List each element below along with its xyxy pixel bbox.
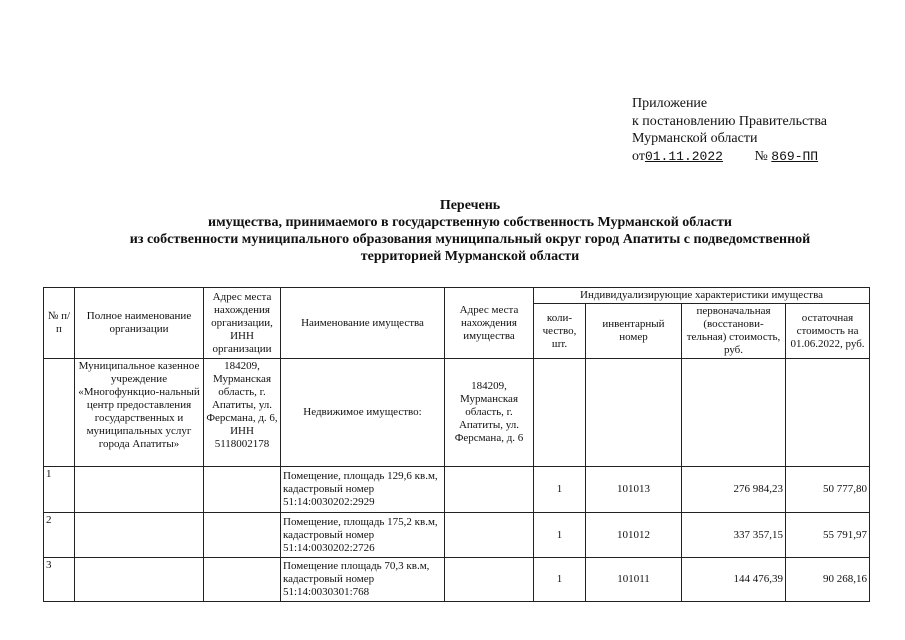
number-label: № [754, 148, 768, 164]
row-inventory: 101012 [586, 513, 682, 558]
appendix-header [632, 95, 827, 165]
header-qty: коли-чество, шт. [534, 304, 586, 359]
property-group-label: Недвижимое имущество: [281, 359, 445, 467]
org-row [44, 359, 870, 467]
row-num: 3 [44, 558, 75, 602]
row-qty: 1 [534, 558, 586, 602]
resolution-number: 869-ПП [771, 148, 819, 164]
appendix-title: Приложение [632, 96, 708, 111]
title-line-4: территорией Мурманской области [360, 249, 580, 264]
title-line-3: из собственности муниципального образования муниципальный округ город Апатиты с подведомственной [129, 232, 811, 247]
row-org-address [204, 558, 281, 602]
org-row-qty [534, 359, 586, 467]
row-org-name [75, 558, 204, 602]
title-line-2: имущества, принимаемого в государственную собственность Мурманской области [208, 215, 732, 230]
row-property-address [445, 467, 534, 513]
org-row-num [44, 359, 75, 467]
appendix-region: Мурманской области [632, 131, 758, 146]
row-residual-cost: 55 791,97 [786, 513, 870, 558]
row-property-name: Помещение, площадь 129,6 кв.м, кадастровый номер 51:14:0030202:2929 [281, 467, 445, 513]
appendix-resolution: к постановлению Правительства [632, 113, 828, 129]
row-org-name [75, 467, 204, 513]
header-property-address: Адрес места нахождения имущества [445, 288, 534, 359]
resolution-date: 01.11.2022 [644, 148, 723, 164]
org-address: 184209, Мурманская область, г. Апатиты, ул. Ферсмана, д. 6, ИНН 5118002178 [204, 359, 281, 467]
appendix-date-line [632, 148, 827, 166]
property-table [43, 287, 870, 602]
document-title [40, 197, 900, 265]
org-row-initial [682, 359, 786, 467]
row-num: 2 [44, 513, 75, 558]
org-row-inventory [586, 359, 682, 467]
row-qty: 1 [534, 467, 586, 513]
row-residual-cost: 50 777,80 [786, 467, 870, 513]
row-org-name [75, 513, 204, 558]
row-initial-cost: 276 984,23 [682, 467, 786, 513]
row-property-address [445, 558, 534, 602]
from-label: от [632, 148, 645, 164]
header-org-address: Адрес места нахождения организации, ИНН организации [204, 288, 281, 359]
row-property-name: Помещение, площадь 175,2 кв.м, кадастровый номер 51:14:0030202:2726 [281, 513, 445, 558]
row-property-name: Помещение площадь 70,3 кв.м, кадастровый номер 51:14:0030301:768 [281, 558, 445, 602]
title-line-1: Перечень [439, 198, 501, 213]
header-property-name: Наименование имущества [281, 288, 445, 359]
header-org-name: Полное наименование организации [75, 288, 204, 359]
property-address: 184209, Мурманская область, г. Апатиты, ул. Ферсмана, д. 6 [445, 359, 534, 467]
row-initial-cost: 337 357,15 [682, 513, 786, 558]
org-name: Муниципальное казенное учреждение «Многофункцио-нальный центр предоставления государственных и муниципальных услуг города Апатиты» [75, 359, 204, 467]
header-num: № п/п [44, 288, 75, 359]
row-qty: 1 [534, 513, 586, 558]
row-property-address [445, 513, 534, 558]
row-org-address [204, 513, 281, 558]
row-inventory: 101013 [586, 467, 682, 513]
org-row-residual [786, 359, 870, 467]
row-residual-cost: 90 268,16 [786, 558, 870, 602]
row-initial-cost: 144 476,39 [682, 558, 786, 602]
table-row [44, 513, 870, 558]
table-row [44, 558, 870, 602]
row-num: 1 [44, 467, 75, 513]
header-inventory: инвентарный номер [586, 304, 682, 359]
row-org-address [204, 467, 281, 513]
header-residual-cost: остаточная стоимость на 01.06.2022, руб. [786, 304, 870, 359]
header-characteristics: Индивидуализирующие характеристики имущества [534, 288, 870, 304]
header-initial-cost: первоначальная (восстанови-тельная) стоимость, руб. [682, 304, 786, 359]
row-inventory: 101011 [586, 558, 682, 602]
table-row [44, 467, 870, 513]
